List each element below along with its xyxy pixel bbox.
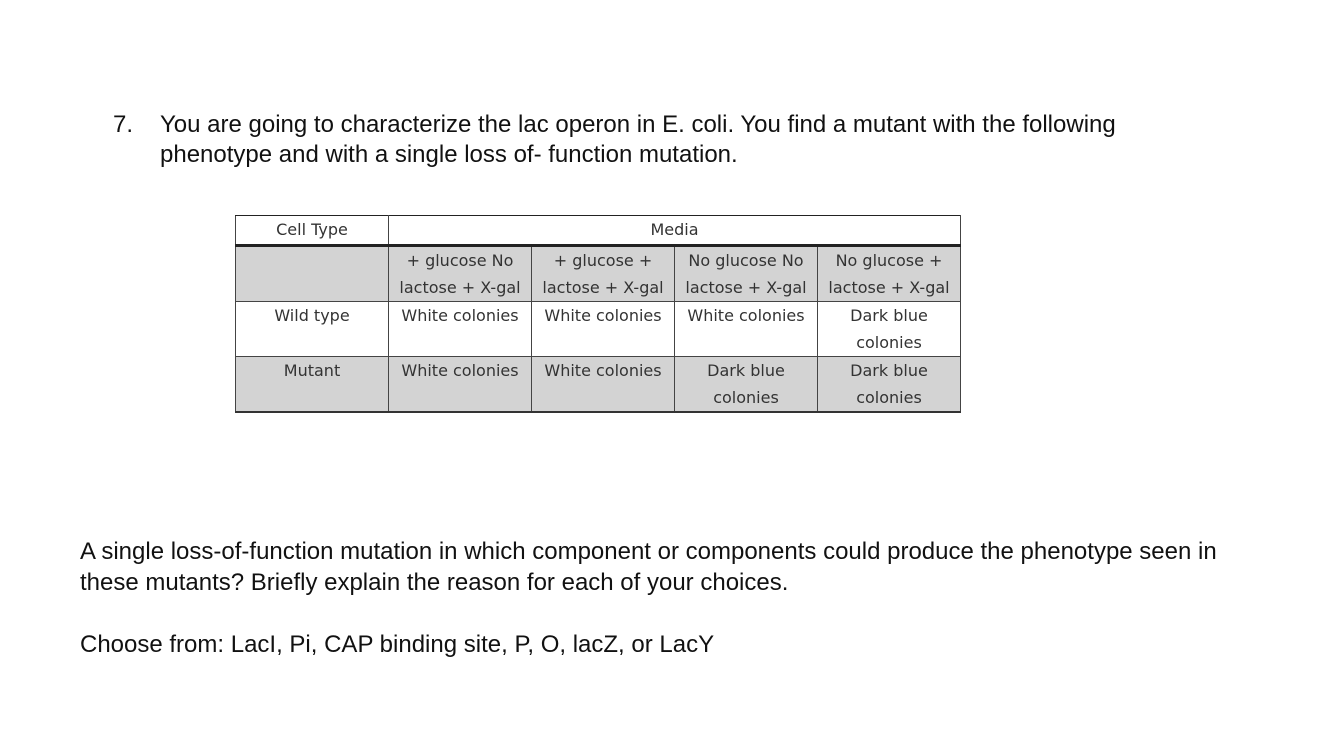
table-header-row bbox=[236, 216, 961, 246]
media-condition: No glucose No lactose + X-gal bbox=[675, 246, 818, 302]
table-cell: Dark blue colonies bbox=[818, 302, 961, 357]
question bbox=[113, 110, 1233, 170]
table-cell: White colonies bbox=[389, 357, 532, 413]
question-number: 7. bbox=[113, 111, 134, 138]
table-row bbox=[236, 357, 961, 413]
table-cell: White colonies bbox=[389, 302, 532, 357]
media-condition: + glucose No lactose + X-gal bbox=[389, 246, 532, 302]
media-row bbox=[236, 246, 961, 302]
table-cell: White colonies bbox=[675, 302, 818, 357]
cell-type-label: Wild type bbox=[236, 302, 389, 357]
phenotype-table bbox=[235, 215, 961, 413]
table-row bbox=[236, 302, 961, 357]
media-row-blank bbox=[236, 246, 389, 302]
table-cell: White colonies bbox=[532, 302, 675, 357]
cell-type-label: Mutant bbox=[236, 357, 389, 413]
media-header: Media bbox=[389, 216, 961, 246]
table-cell: White colonies bbox=[532, 357, 675, 413]
media-condition: No glucose + lactose + X-gal bbox=[818, 246, 961, 302]
prompt-text: A single loss-of-function mutation in which component or components could produce the phenotype seen in these mutants? Briefly explain the reason for each of your choices. bbox=[80, 538, 1217, 596]
media-condition: + glucose + lactose + X-gal bbox=[532, 246, 675, 302]
question-text: You are going to characterize the lac operon in E. coli. You find a mutant with the following phenotype and with a single loss of- function mutation. bbox=[160, 111, 1116, 168]
table-cell: Dark blue colonies bbox=[818, 357, 961, 413]
cell-type-header: Cell Type bbox=[236, 216, 389, 246]
table-cell: Dark blue colonies bbox=[675, 357, 818, 413]
choices-text: Choose from: LacI, Pi, CAP binding site, P, O, lacZ, or LacY bbox=[80, 631, 715, 658]
